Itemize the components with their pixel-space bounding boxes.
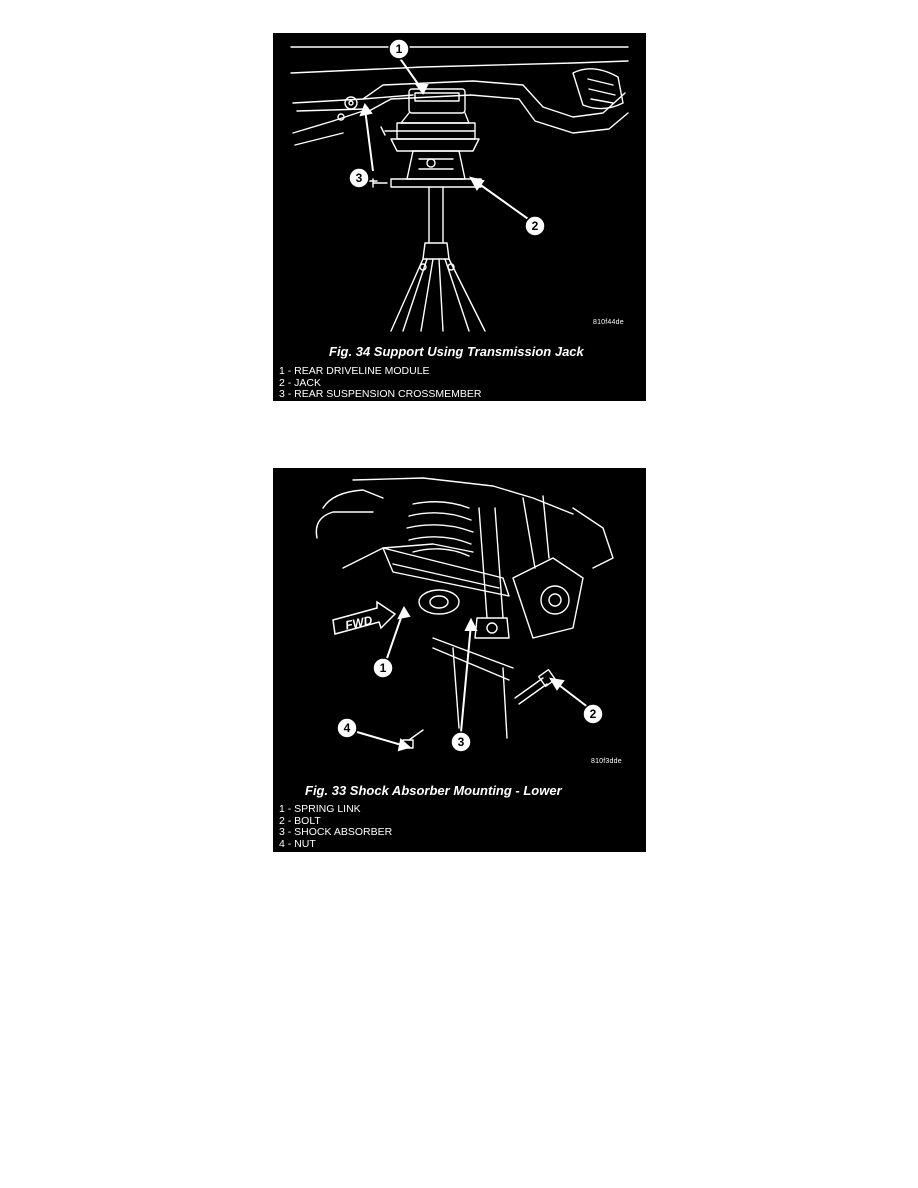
callout-3-number: 3 [355, 171, 363, 185]
fwd-label: FWD [343, 613, 374, 633]
figure-34-legend [279, 366, 481, 401]
callout-2-number: 2 [589, 707, 597, 721]
callout-2-number: 2 [531, 219, 539, 233]
figure-33-caption: Fig. 33 Shock Absorber Mounting - Lower [305, 783, 562, 798]
shock-absorber-illustration [273, 468, 646, 768]
figure-34-caption: Fig. 34 Support Using Transmission Jack [329, 344, 584, 359]
legend-item: 1 - SPRING LINK [279, 803, 361, 815]
figure-34 [273, 33, 646, 401]
legend-item: 2 - BOLT [279, 814, 321, 827]
figure-33-legend [279, 804, 392, 850]
legend-item: 1 - REAR DRIVELINE MODULE [279, 365, 430, 377]
figure-33 [273, 468, 646, 852]
legend-item: 3 - SHOCK ABSORBER [279, 826, 393, 838]
transmission-jack-illustration [273, 33, 646, 333]
legend-item: 3 - REAR SUSPENSION CROSSMEMBER [279, 388, 482, 400]
callout-1-number: 1 [379, 661, 387, 675]
legend-item: 4 - NUT [279, 837, 316, 850]
callout-1-number: 1 [395, 42, 403, 56]
legend-item: 2 - JACK [279, 376, 322, 389]
figure-34-image-code: 810f44de [593, 319, 624, 326]
callout-4-number: 4 [343, 721, 351, 735]
figure-33-image-code: 810f3dde [591, 758, 622, 765]
callout-3-number: 3 [457, 735, 465, 749]
